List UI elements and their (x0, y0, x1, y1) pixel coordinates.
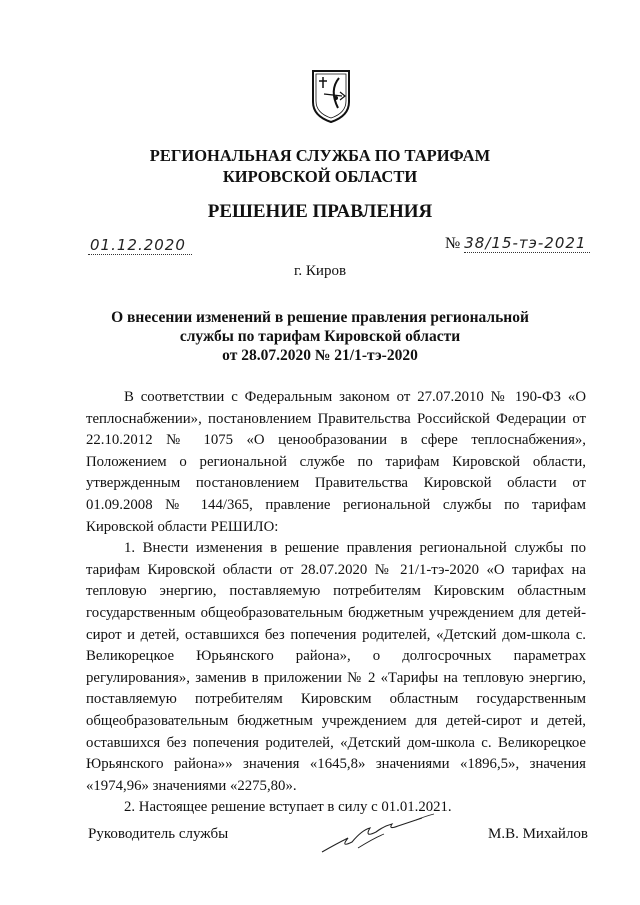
org-line-1: РЕГИОНАЛЬНАЯ СЛУЖБА ПО ТАРИФАМ (149, 146, 491, 165)
subject-line-1: О внесении изменений в решение правления региональной (111, 309, 529, 326)
item-2-paragraph: 2. Настоящее решение вступает в силу с 01.01.2021. (124, 799, 452, 816)
subject-line-2: службы по тарифам Кировской области (179, 328, 461, 345)
signatory-name: М.В. Михайлов (488, 826, 589, 842)
org-line-2: КИРОВСКОЙ ОБЛАСТИ (222, 167, 418, 186)
document-date: 01.12.2020 (88, 236, 192, 255)
number-value: 38/15-тэ-2021 (464, 234, 590, 253)
document-type: РЕШЕНИЕ ПРАВЛЕНИЯ (207, 201, 433, 222)
document-number (445, 234, 590, 253)
document-subject (110, 308, 530, 365)
signatory-position: Руководитель службы (88, 826, 229, 842)
city: г. Киров (293, 263, 347, 279)
coat-of-arms-icon (310, 68, 352, 124)
handwritten-signature (318, 808, 438, 858)
preamble-paragraph: В соответствии с Федеральным законом от 27.07.2010 № 190-ФЗ «О теплоснабжении», постановлением Правительства Российской Федерации от 22.10.2012 № 1075 «О ценообразовании в сфере теплоснабжения», Положением о региональной службе по тарифам Кировской области, утвержденным постановлением Правительства Кировской области от 01.09.2008 № 144/365, правление региональной службы по тарифам Кировской области РЕШИЛО: (86, 389, 586, 535)
document-body (86, 387, 586, 819)
number-sign: № (445, 235, 461, 252)
organization-name (0, 145, 640, 187)
item-1-paragraph: 1. Внести изменения в решение правления региональной службы по тарифам Кировской области от 28.07.2020 № 21/1-тэ-2020 «О тарифах на тепловую энергию, поставляемую потребителям Кировским областным государственным общеобразовательным бюджетным учреждением для детей-сирот и детей, оставшихся без попечения родителей, «Детский дом-школа с. Великорецкое Юрьянского района», о долгосрочных параметрах регулирования», заменив в приложении № 2 «Тарифы на тепловую энергию, поставляемую потребителям Кировским областным государственным общеобразовательным бюджетным учреждением для детей-сирот и детей, оставшихся без попечения родителей, «Детский дом-школа с. Великорецкое Юрьянского района»» значения «1645,8» значениями «1896,5», значения «1974,96» значениями «2275,80». (86, 540, 586, 794)
subject-line-3: от 28.07.2020 № 21/1-тэ-2020 (222, 347, 418, 364)
